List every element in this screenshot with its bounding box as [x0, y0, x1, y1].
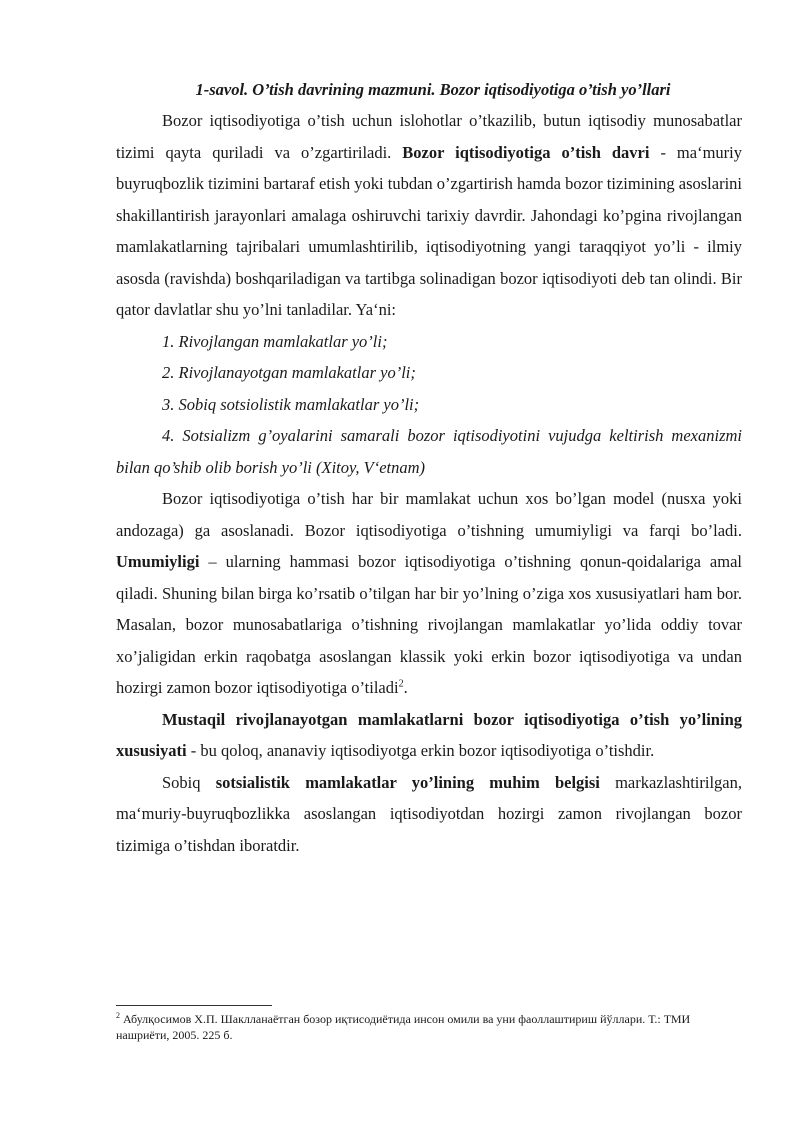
paragraph-intro [116, 105, 742, 326]
bold-term: Bozor iqtisodiyotiga o’tish davri [402, 142, 650, 162]
paragraph-socialist [116, 767, 742, 862]
paragraph-models [116, 483, 742, 704]
footnote-text: Абулқосимов Х.П. Шаклланаётган бозор иқтисодиётида инсон омили ва уни фаоллаштириш йўллари. Т.: ТМИ нашриёти, 2005. 225 б. [116, 1012, 691, 1042]
document-body [116, 74, 742, 861]
footnote-divider [116, 1005, 272, 1006]
footnote-reference: 2 [398, 678, 404, 690]
footnote-mark: 2 [116, 1011, 120, 1020]
paragraph-text: markazlashtirilgan, ma‘muriy-buyruqbozlikka asoslangan iqtisodiyotdan hozirgi zamon rivojlangan bozor tizimiga o’tishdan iboratdir. [116, 772, 742, 855]
list-item: 1. Rivojlangan mamlakatlar yo’li; [162, 331, 388, 351]
paragraph-text: - bu qoloq, ananaviy iqtisodiyotga erkin bozor iqtisodiyotiga o’tishdir. [186, 741, 655, 760]
footnote [116, 1011, 742, 1043]
list-item: 2. Rivojlanayotgan mamlakatlar yo’li; [162, 363, 416, 382]
paragraph-text: Bozor iqtisodiyotiga o’tish uchun islohotlar o’tkazilib, butun iqtisodiy munosabatlar tizimi qayta quriladi va o’zgartiriladi. [116, 111, 742, 162]
paragraph-text: Sobiq [162, 772, 216, 792]
paragraph-text: - ma‘muriy buyruqbozlik tizimini bartaraf etish yoki tubdan o’zgartirish hamda bozor tizimining asoslarini shakillantirish jarayonlari amalaga oshiruvchi tarixiy davrdir. Jahondagi ko’pgina rivojlangan mamlakatlarning tajribalari umumlashtirilib, iqtisodiyotning yangi taraqqiyot yo’li - ilmiy asosda (ravishda) boshqariladigan va tartibga solinadigan bozor iqtisodiyoti deb tan olindi. Bir qator davlatlar shu yo’lni tanladilar. Ya‘ni: [116, 142, 742, 319]
paragraph-developing [116, 704, 742, 767]
paragraph-text: Bozor iqtisodiyotiga o’tish har bir mamlakat uchun xos bo’lgan model (nusxa yoki andozaga) ga asoslanadi. Bozor iqtisodiyotiga o’tishning umumiyligi va farqi bo’ladi. [116, 489, 742, 540]
section-title: 1-savol. O’tish davrining mazmuni. Bozor iqtisodiyotiga o’tish yo’llari [195, 80, 671, 99]
paragraph-text: – ularning hammasi bozor iqtisodiyotiga o’tishning qonun-qoidalariga amal qiladi. Shuning bilan birga ko’rsatib o’tilgan har bir yo’lning o’ziga xos xususiyatlari ham bor. Masalan, bozor munosabatlariga o’tishning rivojlangan mamlakatlar yo’lida oddiy tovar xo’jaligidan erkin raqobatga asoslangan klassik yoki erkin bozor iqtisodiyotiga va undan hozirgi zamon bozor iqtisodiyotiga o’tiladi [116, 552, 742, 697]
bold-term: sotsialistik mamlakatlar yo’lining muhim belgisi [215, 772, 600, 792]
list-item: 4. Sotsializm g’oyalarini samarali bozor iqtisodiyotini vujudga keltirish mexanizmi bilan qo’shib olib borish yo’li (Xitoy, V‘etnam) [116, 426, 742, 477]
list-item: 3. Sobiq sotsiolistik mamlakatlar yo’li; [162, 394, 420, 414]
bold-term: Umumiyligi [116, 552, 200, 571]
bold-term: Mustaqil rivojlanayotgan mamlakatlarni bozor iqtisodiyotiga o’tish yo’lining xususiyati [116, 709, 742, 760]
paragraph-text: . [403, 678, 408, 697]
